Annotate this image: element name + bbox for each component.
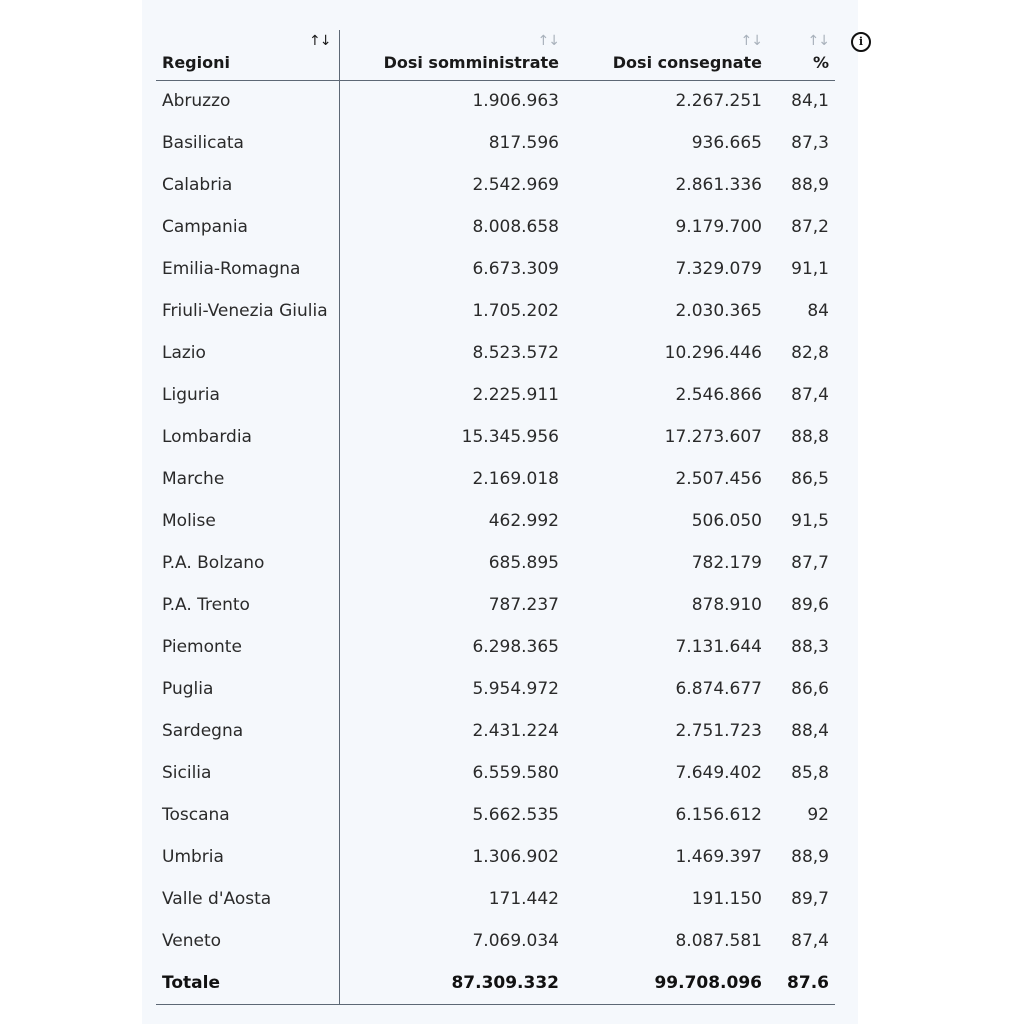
cell-region: Lombardia [156,416,339,458]
table-row [156,122,858,164]
cell-percent: 86,6 [791,679,829,699]
column-header-percent[interactable] [768,30,835,80]
table-row [156,206,858,248]
cell-percent: 87.6 [768,962,835,1004]
row-spacer [835,584,858,626]
row-spacer [835,542,858,584]
cell-dosi-somministrate: 462.992 [488,511,559,531]
cell-dosi-consegnate: 7.329.079 [675,259,762,279]
table-row [156,668,858,710]
table-row [156,542,858,584]
cell-dosi-somministrate: 787.237 [488,595,559,615]
cell-dosi-consegnate: 7.649.402 [675,763,762,783]
row-spacer [835,710,858,752]
column-header-dosi-consegnate[interactable] [565,30,768,80]
cell-dosi-somministrate: 6.673.309 [472,259,559,279]
cell-region: Basilicata [156,122,339,164]
cell-region: Veneto [156,920,339,962]
cell-dosi-somministrate: 7.069.034 [472,931,559,951]
sort-icon[interactable]: ↑↓ [807,33,829,49]
cell-dosi-somministrate: 6.298.365 [472,637,559,657]
column-header-dosi-somministrate[interactable] [339,30,565,80]
row-spacer [835,794,858,836]
cell-region: Umbria [156,836,339,878]
cell-dosi-consegnate: 9.179.700 [675,217,762,237]
cell-region: Marche [156,458,339,500]
cell-region: Lazio [156,332,339,374]
table-row [156,374,858,416]
cell-percent: 87,4 [791,931,829,951]
cell-percent: 92 [807,805,829,825]
cell-dosi-consegnate: 10.296.446 [664,343,762,363]
cell-dosi-somministrate: 8.008.658 [472,217,559,237]
cell-percent: 88,3 [791,637,829,657]
cell-percent: 91,5 [791,511,829,531]
table-body [156,80,858,1004]
cell-dosi-somministrate: 2.431.224 [472,721,559,741]
cell-percent: 87,2 [791,217,829,237]
row-spacer [835,374,858,416]
row-spacer [835,416,858,458]
cell-percent: 87,7 [791,553,829,573]
cell-region: Sardegna [156,710,339,752]
table-row [156,458,858,500]
cell-dosi-somministrate: 15.345.956 [461,427,559,447]
cell-dosi-somministrate: 1.306.902 [472,847,559,867]
row-spacer [835,962,858,1004]
cell-dosi-consegnate: 2.030.365 [675,301,762,321]
cell-region: Campania [156,206,339,248]
cell-dosi-consegnate: 6.874.677 [675,679,762,699]
vaccine-doses-table [156,30,858,1005]
row-spacer [835,122,858,164]
sort-icon[interactable]: ↑↓ [309,33,331,49]
row-spacer [835,626,858,668]
column-header-regioni[interactable] [156,30,339,80]
cell-dosi-somministrate: 1.906.963 [472,91,559,112]
cell-region: Abruzzo [156,80,339,122]
cell-percent: 91,1 [791,259,829,279]
cell-dosi-consegnate: 7.131.644 [675,637,762,657]
cell-dosi-consegnate: 2.546.866 [675,385,762,405]
table-row [156,416,858,458]
cell-dosi-consegnate: 2.267.251 [675,91,762,112]
cell-dosi-somministrate: 2.225.911 [472,385,559,405]
cell-region: Piemonte [156,626,339,668]
cell-dosi-somministrate: 5.954.972 [472,679,559,699]
cell-dosi-consegnate: 506.050 [691,511,762,531]
cell-dosi-consegnate: 8.087.581 [675,931,762,951]
cell-region: P.A. Bolzano [156,542,339,584]
cell-dosi-consegnate: 782.179 [691,553,762,573]
cell-dosi-consegnate: 936.665 [691,133,762,153]
cell-dosi-consegnate: 17.273.607 [664,427,762,447]
column-header-label: Regioni [162,52,230,72]
cell-percent: 89,6 [791,595,829,615]
row-spacer [835,836,858,878]
cell-percent: 88,8 [791,427,829,447]
cell-dosi-consegnate: 99.708.096 [565,962,768,1004]
cell-percent: 89,7 [791,889,829,909]
cell-dosi-somministrate: 5.662.535 [472,805,559,825]
cell-region: Calabria [156,164,339,206]
cell-percent: 88,9 [791,175,829,195]
cell-region: Valle d'Aosta [156,878,339,920]
row-spacer [835,80,858,122]
cell-dosi-somministrate: 2.542.969 [472,175,559,195]
row-spacer [835,500,858,542]
row-spacer [835,920,858,962]
table-row [156,836,858,878]
cell-percent: 88,9 [791,847,829,867]
cell-dosi-consegnate: 6.156.612 [675,805,762,825]
cell-dosi-consegnate: 191.150 [691,889,762,909]
cell-percent: 87,3 [791,133,829,153]
cell-dosi-somministrate: 685.895 [488,553,559,573]
table-row [156,626,858,668]
cell-dosi-consegnate: 2.507.456 [675,469,762,489]
cell-region: Emilia-Romagna [156,248,339,290]
cell-percent: 85,8 [791,763,829,783]
row-spacer [835,878,858,920]
table-row [156,248,858,290]
info-icon[interactable]: i [851,32,871,52]
cell-dosi-somministrate: 2.169.018 [472,469,559,489]
cell-dosi-somministrate: 6.559.580 [472,763,559,783]
cell-region: Puglia [156,668,339,710]
cell-percent: 88,4 [791,721,829,741]
cell-dosi-somministrate: 8.523.572 [472,343,559,363]
cell-region: Friuli-Venezia Giulia [156,290,339,332]
table-row [156,80,858,122]
row-spacer [835,332,858,374]
cell-region: Sicilia [156,752,339,794]
cell-region: Molise [156,500,339,542]
cell-region: Totale [156,962,339,1004]
table-row [156,878,858,920]
row-spacer [835,668,858,710]
table-total-row [156,962,858,1004]
cell-percent: 86,5 [791,469,829,489]
cell-region: Liguria [156,374,339,416]
sort-icon[interactable]: ↑↓ [740,33,762,49]
cell-dosi-somministrate: 817.596 [488,133,559,153]
column-header-label: Dosi consegnate [612,52,762,72]
row-spacer [835,290,858,332]
table-row [156,164,858,206]
table-row [156,752,858,794]
cell-dosi-somministrate: 87.309.332 [339,962,565,1004]
row-spacer [835,206,858,248]
row-spacer [835,164,858,206]
cell-dosi-consegnate: 1.469.397 [675,847,762,867]
sort-icon[interactable]: ↑↓ [537,33,559,49]
row-spacer [835,248,858,290]
cell-dosi-consegnate: 2.751.723 [675,721,762,741]
cell-percent: 82,8 [791,343,829,363]
cell-percent: 87,4 [791,385,829,405]
table-row [156,920,858,962]
header-row [156,30,858,80]
cell-region: Toscana [156,794,339,836]
table-row [156,500,858,542]
cell-region: P.A. Trento [156,584,339,626]
table-row [156,710,858,752]
row-spacer [835,458,858,500]
column-header-label: Dosi somministrate [383,52,559,72]
column-header-label: % [812,52,829,72]
row-spacer [835,752,858,794]
cell-dosi-consegnate: 878.910 [691,595,762,615]
cell-percent: 84 [807,301,829,321]
cell-dosi-somministrate: 1.705.202 [472,301,559,321]
table-row [156,584,858,626]
table-row [156,332,858,374]
cell-percent: 84,1 [791,91,829,112]
table-header [156,30,858,80]
cell-dosi-consegnate: 2.861.336 [675,175,762,195]
cell-dosi-somministrate: 171.442 [488,889,559,909]
table-row [156,794,858,836]
table-row [156,290,858,332]
